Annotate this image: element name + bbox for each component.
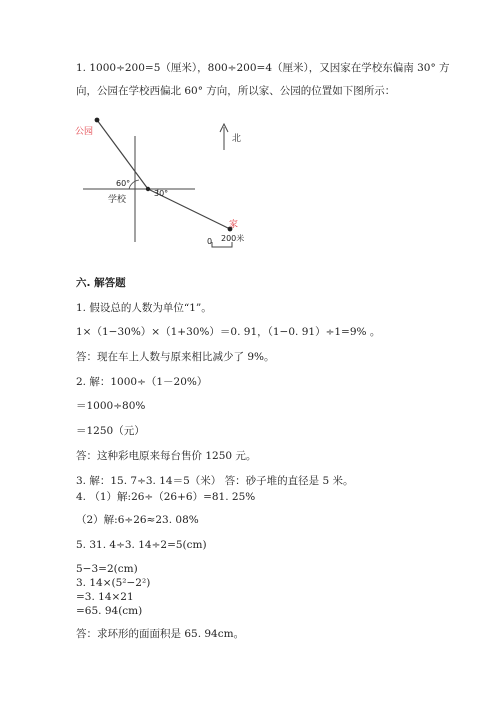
park-label: 公园: [75, 127, 94, 137]
text-line-p10: （2）解:6÷26≈23. 08%: [76, 514, 199, 526]
text-line-p16: 答：求环形的面面积是 65. 94cm。: [76, 628, 245, 640]
text-line-p15: =65. 94(cm): [76, 605, 143, 617]
text-line-p12: 5−3=2(cm): [76, 563, 138, 575]
school-point: [146, 187, 150, 191]
text-line-p4: 2. 解：1000÷（1－20%）: [76, 376, 208, 388]
angle-30-label: 30°: [154, 189, 169, 198]
text-line-p6: ＝1250（元）: [76, 425, 145, 437]
text-line-2: 向，公园在学校西偏北 60° 方向，所以家、公园的位置如下图所示：: [76, 85, 396, 97]
text-line-p5: ＝1000÷80%: [76, 400, 146, 412]
scale-distance-label: 200米: [221, 234, 245, 243]
angle-60-label: 60°: [116, 179, 131, 188]
angle-60-arc: [129, 180, 139, 189]
text-line-p1: 1. 假设总的人数为单位“1”。: [76, 302, 212, 314]
text-line-p14: =3. 14×21: [76, 591, 134, 603]
text-line-p7: 答：这种彩电原来每台售价 1250 元。: [76, 450, 257, 462]
text-line-p3: 答：现在车上人数与原来相比减少了 9%。: [76, 351, 275, 363]
home-label: 家: [229, 220, 239, 230]
scale-zero-label: 0: [207, 237, 213, 246]
text-line-p2: 1×（1−30%）×（1+30%）＝0. 91，（1−0. 91）÷1=9% 。: [76, 326, 381, 338]
north-label: 北: [232, 134, 242, 144]
school-label: 学校: [108, 195, 127, 205]
text-line-1: 1. 1000÷200=5（厘米），800÷200=4（厘米），又因家在学校东偏南 30° 方: [76, 62, 450, 74]
park-point: [95, 118, 100, 123]
section-heading: 六. 解答题: [76, 277, 126, 289]
text-line-p13: 3. 14×(5²−2²): [76, 577, 151, 589]
text-line-p9: 4. （1）解:26÷（26+6）=81. 25%: [76, 491, 256, 503]
text-line-p8: 3. 解：15. 7÷3. 14＝5（米） 答：砂子堆的直径是 5 米。: [76, 475, 354, 487]
text-line-p11: 5. 31. 4÷3. 14÷2=5(cm): [76, 539, 207, 551]
